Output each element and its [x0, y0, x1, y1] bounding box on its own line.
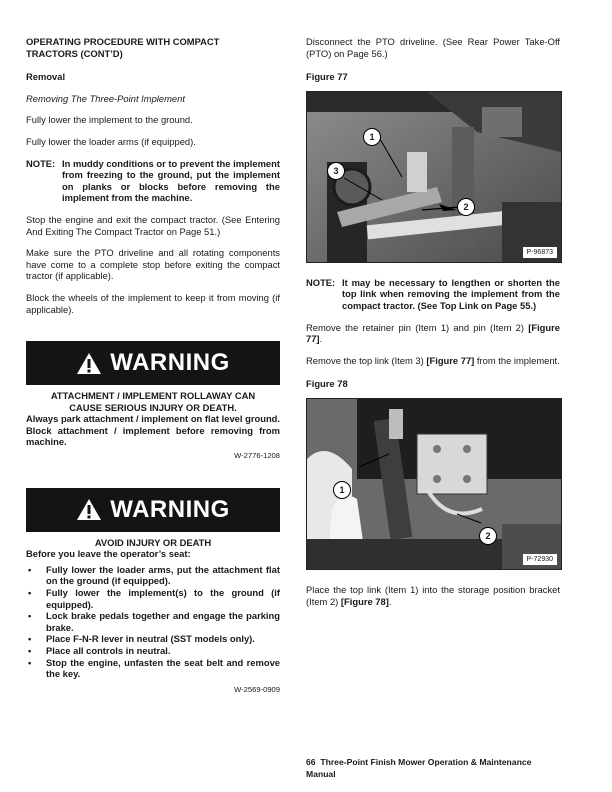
paragraph: Make sure the PTO driveline and all rotating components have come to a complete stop before exiting the compact tractor (if applicable).	[26, 247, 280, 282]
callout-1: 1	[333, 481, 351, 499]
paragraph: Fully lower the implement to the ground.	[26, 114, 193, 126]
paragraph-text: Place the top link (Item 1) into the storage position bracket (Item 2)	[306, 583, 560, 607]
subsection-heading: Removing The Three-Point Implement	[26, 92, 185, 104]
figure-reference[interactable]: [Figure 77]	[426, 354, 475, 366]
title-line-2: TRACTORS (CONT’D)	[26, 47, 123, 59]
warning-lead: Before you leave the operator’s seat:	[26, 548, 191, 560]
warning-triangle-icon	[76, 352, 102, 375]
paragraph-end: .	[319, 333, 323, 345]
figure-reference[interactable]: [Figure 77]	[306, 321, 560, 345]
list-item: • Place all controls in neutral.	[26, 645, 280, 657]
note	[306, 277, 560, 312]
paragraph-end: from the implement.	[476, 354, 560, 366]
list-item: • Fully lower the implement(s) to the ground (if equipped).	[26, 587, 280, 610]
paragraph	[306, 322, 560, 345]
warning-banner-text: WARNING	[110, 495, 230, 523]
right-column	[306, 36, 560, 617]
note-text: In muddy conditions or to prevent the implement from freezing to the ground, put the implement on planks or blocks before removing the implement from the machine.	[62, 157, 280, 204]
warning-banner-text: WARNING	[110, 349, 230, 377]
warning-banner	[26, 488, 280, 532]
note	[26, 158, 280, 204]
manual-title: Three-Point Finish Mower Operation & Maintenance Manual	[306, 757, 532, 779]
paragraph: Disconnect the PTO driveline. (See Rear Power Take-Off (PTO) on Page 56.)	[306, 36, 560, 59]
warning-heading: AVOID INJURY OR DEATH	[94, 536, 212, 548]
warning-heading: ATTACHMENT / IMPLEMENT ROLLAWAY CAN CAUSE SERIOUS INJURY OR DEATH.	[50, 390, 256, 413]
callout-2: 2	[457, 198, 475, 216]
warning-code: W-2569-0909	[234, 684, 280, 694]
paragraph: Stop the engine and exit the compact tractor. (See Entering And Exiting The Compact Tractor on Page 51.)	[26, 213, 280, 237]
callout-3: 3	[327, 162, 345, 180]
page-title	[26, 36, 280, 59]
paragraph-end: .	[388, 595, 392, 607]
paragraph	[306, 584, 560, 607]
paragraph-text: Remove the retainer pin (Item 1) and pin (Item 2)	[306, 321, 524, 333]
photo-id: P-96873	[523, 247, 557, 258]
top-link-photo	[307, 92, 561, 262]
section-heading: Removal	[26, 71, 66, 83]
warning-box-avoid-injury	[26, 488, 280, 696]
warning-triangle-icon	[76, 498, 102, 521]
warning-body: Always park attachment / implement on flat level ground. Block attachment / implement before removing from machine.	[26, 413, 280, 448]
list-item: • Fully lower the loader arms, put the attachment flat on the ground (if equipped).	[26, 564, 280, 587]
warning-box-rollaway	[26, 341, 280, 462]
list-item: • Place F-N-R lever in neutral (SST models only).	[26, 633, 280, 645]
callout-2: 2	[479, 527, 497, 545]
note-label: NOTE:	[26, 157, 56, 169]
note-text: It may be necessary to lengthen or shorten the top link when removing the implement from the compact tractor. (See Top Link on Page 55.)	[342, 276, 560, 311]
title-line-1: OPERATING PROCEDURE WITH COMPACT	[26, 36, 220, 47]
figure-78-photo	[306, 398, 562, 570]
list-item: • Stop the engine, unfasten the seat belt and remove the key.	[26, 657, 280, 680]
paragraph-text: Remove the top link (Item 3)	[306, 354, 424, 366]
paragraph	[306, 355, 560, 367]
figure-77-label: Figure 77	[306, 71, 348, 83]
list-item: • Lock brake pedals together and engage the parking brake.	[26, 610, 280, 633]
left-column	[26, 36, 280, 695]
page-number: 66	[306, 757, 316, 767]
callout-1: 1	[363, 128, 381, 146]
paragraph: Fully lower the loader arms (if equipped).	[26, 135, 196, 147]
warning-code: W-2776-1208	[234, 451, 280, 461]
figure-78-label: Figure 78	[306, 378, 348, 390]
photo-id: P-72930	[523, 554, 557, 565]
warning-list	[26, 564, 280, 680]
figure-77-photo	[306, 91, 562, 263]
warning-banner	[26, 341, 280, 385]
figure-reference[interactable]: [Figure 78]	[340, 595, 389, 607]
paragraph: Block the wheels of the implement to keep it from moving (if applicable).	[26, 291, 280, 315]
page-footer	[306, 757, 560, 780]
note-label: NOTE:	[306, 276, 336, 288]
